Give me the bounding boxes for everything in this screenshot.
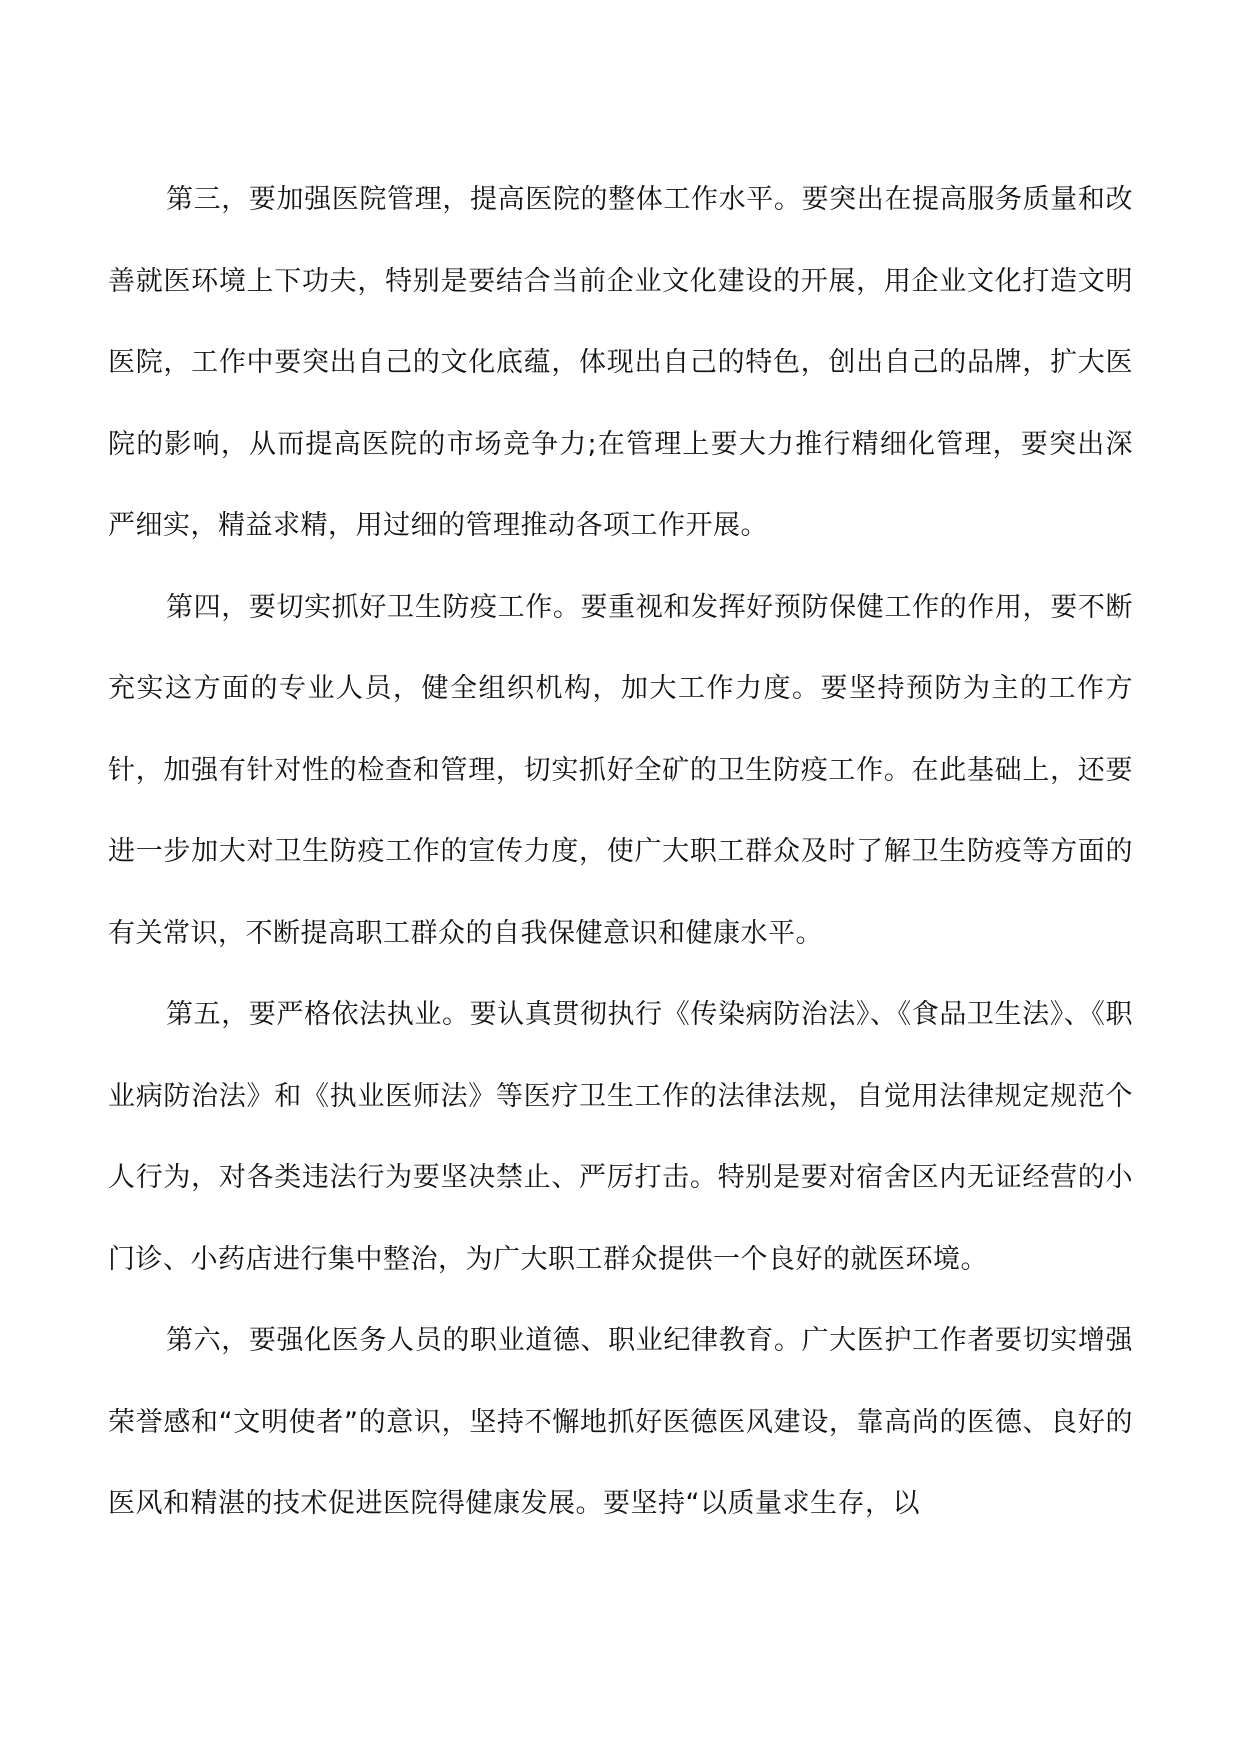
paragraph-hospital-management: 第三，要加强医院管理，提高医院的整体工作水平。要突出在提高服务质量和改善就医环境上下功夫，特别是要结合当前企业文化建设的开展，用企业文化打造文明医院，工作中要突出自己的文化底蕴，体现出自己的特色，创出自己的品牌，扩大医院的影响，从而提高医院的市场竞争力;在管理上要大力推行精细化管理，要突出深严细实，精益求精，用过细的管理推动各项工作开展。 [108,184,1133,541]
paragraph-professional-ethics: 第六，要强化医务人员的职业道德、职业纪律教育。广大医护工作者要切实增强荣誉感和“文明使者”的意识，坚持不懈地抓好医德医风建设，靠高尚的医德、良好的医风和精湛的技术促进医院得健康发展。要坚持“以质量求生存，以 [108,1325,1133,1519]
paragraph-epidemic-prevention: 第四，要切实抓好卫生防疫工作。要重视和发挥好预防保健工作的作用，要不断充实这方面的专业人员，健全组织机构，加大工作力度。要坚持预防为主的工作方针，加强有针对性的检查和管理，切实抓好全矿的卫生防疫工作。在此基础上，还要进一步加大对卫生防疫工作的宣传力度，使广大职工群众及时了解卫生防疫等方面的有关常识，不断提高职工群众的自我保健意识和健康水平。 [108,591,1133,949]
document-body [108,159,1133,1545]
paragraph-lawful-practice: 第五，要严格依法执业。要认真贯彻执行《传染病防治法》、《食品卫生法》、《职业病防治法》和《执业医师法》等医疗卫生工作的法律法规，自觉用法律规定规范个人行为，对各类违法行为要坚决禁止、严厉打击。特别是要对宿舍区内无证经营的小门诊、小药店进行集中整治，为广大职工群众提供一个良好的就医环境。 [108,999,1133,1275]
